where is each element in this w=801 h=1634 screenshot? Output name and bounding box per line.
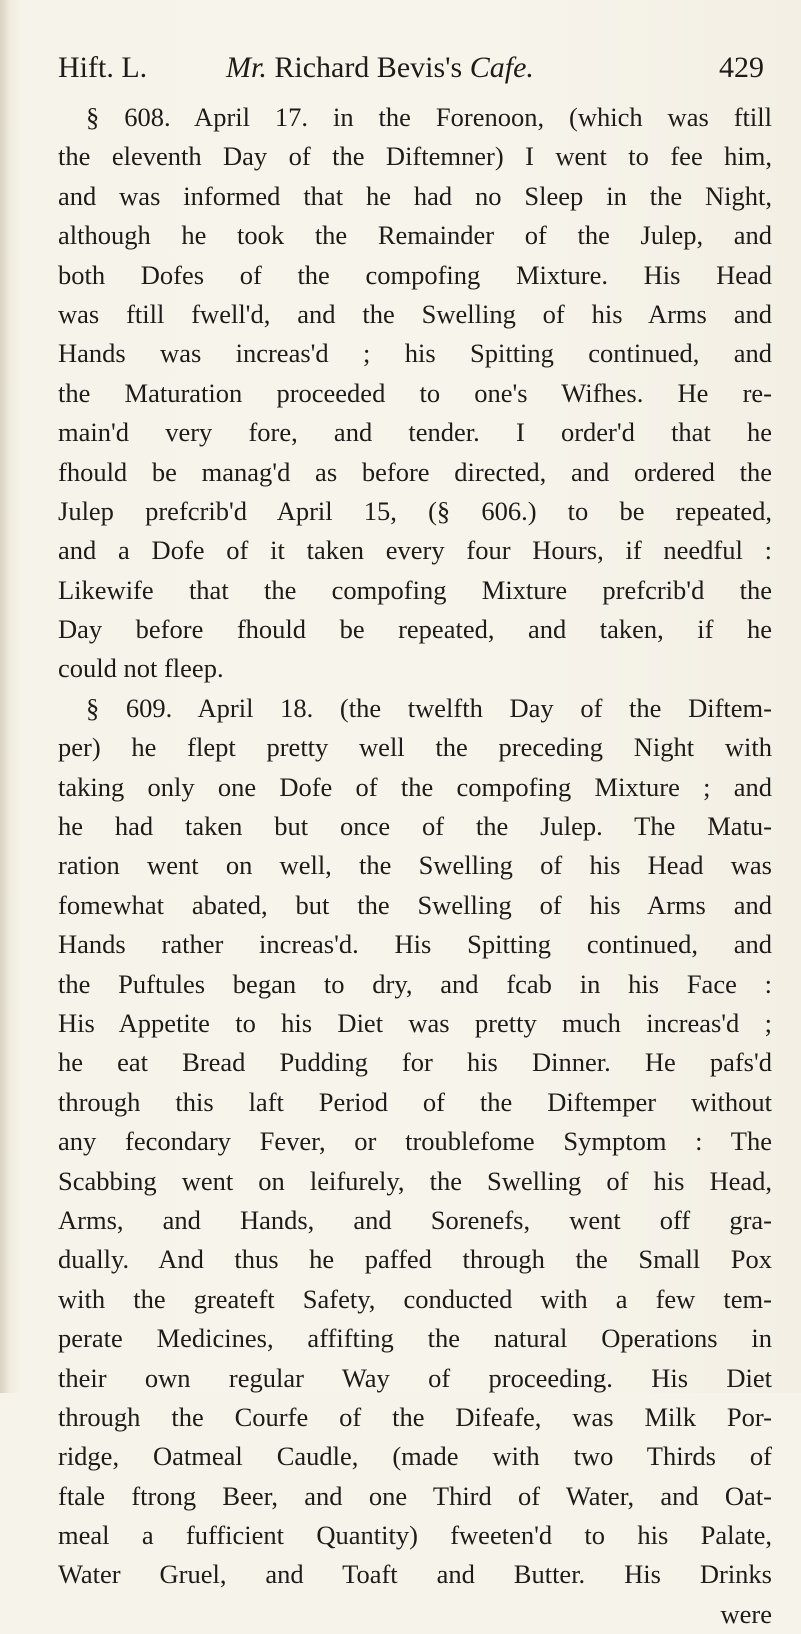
text-line: Scabbing went on leifurely, the Swelling of his Head, <box>58 1165 772 1196</box>
text-line: the Maturation proceeded to one's Wifhes. He re- <box>58 377 772 408</box>
text-line: ridge, Oatmeal Caudle, (made with two Thirds of <box>58 1441 772 1472</box>
text-line: the Puftules began to dry, and fcab in his Face : <box>58 968 772 999</box>
text-line: could not fleep. <box>58 653 224 684</box>
text-line: § 608. April 17. in the Forenoon, (which was ftill <box>86 102 772 132</box>
text-line: Likewife that the compofing Mixture prefcrib'd the <box>58 574 772 605</box>
header-title: Mr. Richard Bevis's Cafe. <box>226 51 534 84</box>
text-line: through this laft Period of the Diftemper without <box>58 1086 772 1117</box>
text-line: their own regular Way of proceeding. His Diet <box>58 1362 772 1393</box>
text-line: Julep prefcrib'd April 15, (§ 606.) to be repeated, <box>58 495 772 526</box>
text-line: taking only one Dofe of the compofing Mixture ; and <box>58 771 772 802</box>
text-line: Arms, and Hands, and Sorenefs, went off gra- <box>58 1204 772 1235</box>
text-line: main'd very fore, and tender. I order'd that he <box>58 417 772 448</box>
page-gutter-shadow <box>0 0 10 1393</box>
text-line: Water Gruel, and Toaft and Butter. His Drinks <box>58 1559 772 1590</box>
text-line: through the Courfe of the Difeafe, was Milk Por- <box>58 1401 772 1432</box>
text-line: with the greateft Safety, conducted with a few tem- <box>58 1283 772 1314</box>
page-number: 429 <box>719 51 764 84</box>
text-line: although he took the Remainder of the Julep, and <box>58 220 772 251</box>
header-section: Hift. L. <box>58 51 148 84</box>
text-line: fomewhat abated, but the Swelling of his Arms and <box>58 889 772 920</box>
text-line: any fecondary Fever, or troublefome Symptom : The <box>58 1126 772 1157</box>
text-line: meal a fufficient Quantity) fweeten'd to his Palate, <box>58 1520 772 1551</box>
text-line: per) he flept pretty well the preceding Night with <box>58 732 772 763</box>
text-line: Hands was increas'd ; his Spitting continued, and <box>58 338 772 369</box>
text-line: the eleventh Day of the Diftemner) I went to fee him, <box>58 141 772 172</box>
text-line: His Appetite to his Diet was pretty much increas'd ; <box>58 1007 772 1038</box>
text-line: Hands rather increas'd. His Spitting continued, and <box>58 929 772 960</box>
text-line: he eat Bread Pudding for his Dinner. He pafs'd <box>58 1047 772 1078</box>
text-line: ftale ftrong Beer, and one Third of Water, and Oat- <box>58 1480 772 1511</box>
text-line: dually. And thus he paffed through the Small Pox <box>58 1244 772 1275</box>
text-line: Day before fhould be repeated, and taken, if he <box>58 614 772 645</box>
text-line: § 609. April 18. (the twelfth Day of the Diftem- <box>86 692 772 723</box>
text-line: ration went on well, the Swelling of his Head was <box>58 850 772 881</box>
text-line: perate Medicines, affifting the natural Operations in <box>58 1323 772 1354</box>
text-line: and a Dofe of it taken every four Hours, if needful : <box>58 535 772 566</box>
catchword: were <box>720 1598 772 1629</box>
text-line: both Dofes of the compofing Mixture. His Head <box>58 259 772 290</box>
text-line: was ftill fwell'd, and the Swelling of his Arms and <box>58 298 772 329</box>
text-line: he had taken but once of the Julep. The Matu- <box>58 811 772 842</box>
text-line: and was informed that he had no Sleep in the Night, <box>58 180 772 211</box>
body-text <box>58 98 772 1634</box>
running-header <box>58 44 764 92</box>
text-line: fhould be manag'd as before directed, and ordered the <box>58 456 772 487</box>
